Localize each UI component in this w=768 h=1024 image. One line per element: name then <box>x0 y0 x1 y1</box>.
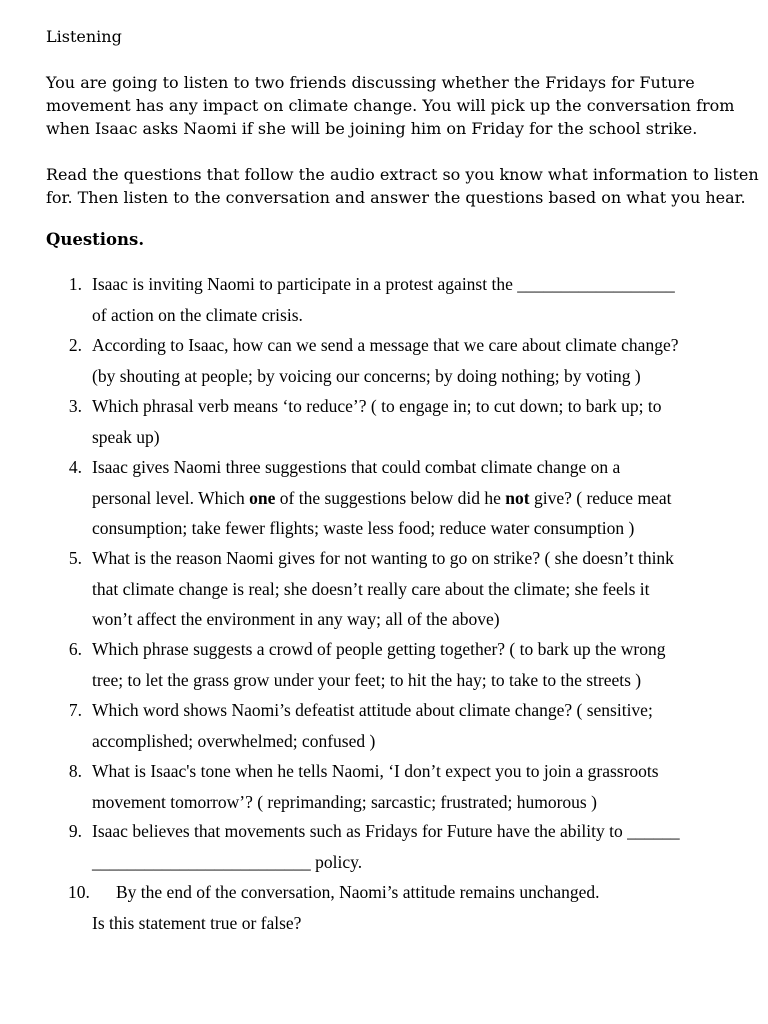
question-line: Which word shows Naomi’s defeatist attitude about climate change? ( sensitive; <box>92 700 653 720</box>
question-number: 7. <box>68 700 82 720</box>
emphasis-one: one <box>249 487 276 508</box>
question-number: 6. <box>68 639 82 659</box>
question-line: Is this statement true or false? <box>92 912 302 933</box>
question-line: Which phrase suggests a crowd of people getting together? ( to bark up the wrong <box>92 639 666 659</box>
question-text: of the suggestions below did he <box>275 487 506 508</box>
intro-line: You are going to listen to two friends discussing whether the Fridays for Future <box>46 73 695 92</box>
question-line: Isaac is inviting Naomi to participate in a protest against the __________________ <box>92 274 675 294</box>
instructions-line: for. Then listen to the conversation and answer the questions based on what you hear. <box>46 188 746 207</box>
question-line <box>92 483 671 514</box>
question-text: personal level. Which <box>92 487 250 508</box>
question-line: accomplished; overwhelmed; confused ) <box>92 730 376 751</box>
question-line: _________________________ policy. <box>92 851 363 872</box>
question-line: (by shouting at people; by voicing our concerns; by doing nothing; by voting ) <box>92 365 641 386</box>
question-line: that climate change is real; she doesn’t really care about the climate; she feels it <box>92 578 650 599</box>
emphasis-not: not <box>505 487 530 508</box>
question-line: movement tomorrow’? ( reprimanding; sarcastic; frustrated; humorous ) <box>92 791 597 812</box>
question-line: What is Isaac's tone when he tells Naomi, ‘I don’t expect you to join a grassroots <box>92 761 659 781</box>
question-line: consumption; take fewer flights; waste less food; reduce water consumption ) <box>92 518 635 538</box>
question-number: 1. <box>68 274 82 294</box>
instructions-line: Read the questions that follow the audio extract so you know what information to listen <box>46 165 759 184</box>
question-line: Which phrasal verb means ‘to reduce’? ( to engage in; to cut down; to bark up; to <box>92 396 662 416</box>
question-line: According to Isaac, how can we send a message that we care about climate change? <box>92 335 679 355</box>
question-line: speak up) <box>92 426 160 447</box>
question-number: 8. <box>68 761 82 781</box>
question-line: Isaac gives Naomi three suggestions that could combat climate change on a <box>92 457 621 477</box>
intro-line: when Isaac asks Naomi if she will be joining him on Friday for the school strike. <box>46 119 698 138</box>
question-number: 9. <box>68 821 82 841</box>
question-number: 4. <box>68 457 82 477</box>
question-line: By the end of the conversation, Naomi’s attitude remains unchanged. <box>116 882 600 902</box>
question-line: won’t affect the environment in any way; all of the above) <box>92 609 500 629</box>
question-number: 2. <box>68 335 82 355</box>
question-line: tree; to let the grass grow under your feet; to hit the hay; to take to the streets ) <box>92 669 642 690</box>
question-line: What is the reason Naomi gives for not wanting to go on strike? ( she doesn’t think <box>92 548 674 568</box>
page-title: Listening <box>46 27 122 46</box>
question-number: 5. <box>68 548 82 568</box>
questions-heading: Questions. <box>46 230 145 249</box>
question-line: Isaac believes that movements such as Fridays for Future have the ability to ______ <box>92 821 680 841</box>
question-number: 10. <box>68 882 90 902</box>
question-line: of action on the climate crisis. <box>92 304 303 325</box>
question-text: give? ( reduce meat <box>529 487 672 508</box>
intro-paragraph <box>46 71 736 140</box>
intro-line: movement has any impact on climate change. You will pick up the conversation from <box>46 96 735 115</box>
question-number: 3. <box>68 396 82 416</box>
instructions-paragraph <box>46 163 759 209</box>
